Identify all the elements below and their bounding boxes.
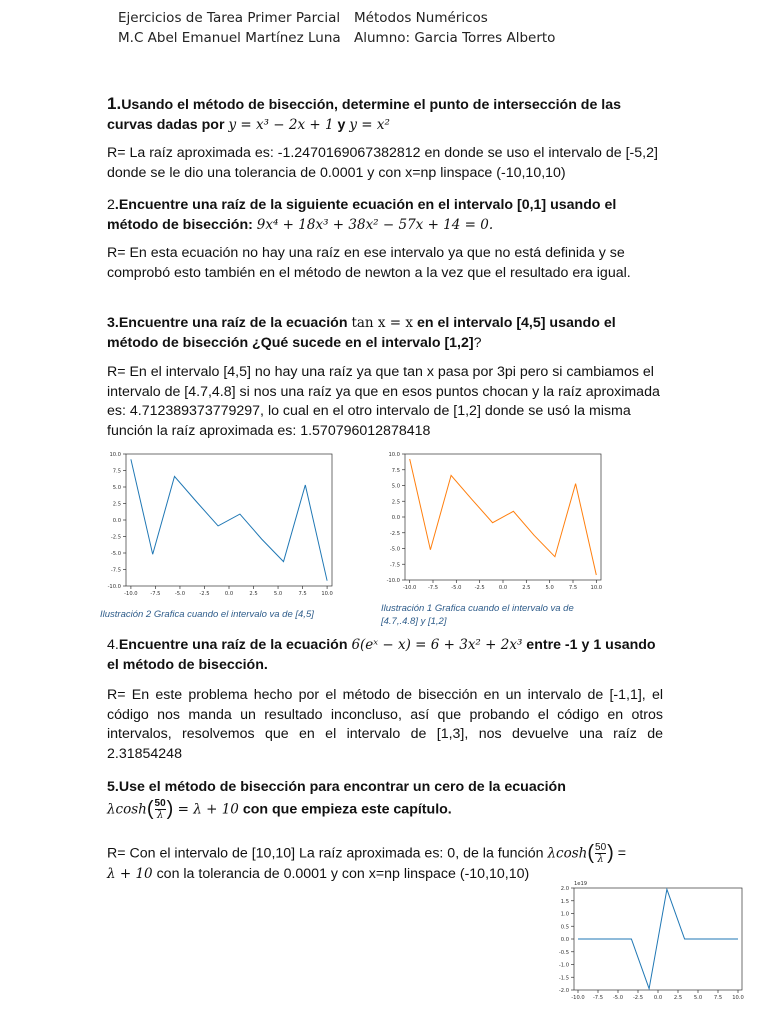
chart-interval-4-7-4-8 bbox=[383, 448, 611, 594]
x-tick-label: 2.5 bbox=[522, 585, 531, 591]
y-tick-label: -5.0 bbox=[110, 551, 121, 557]
question-text: y bbox=[333, 116, 350, 133]
x-tick-label: 10.0 bbox=[321, 591, 333, 597]
y-tick-label: 1.5 bbox=[560, 898, 569, 905]
y-tick-label: -1.0 bbox=[558, 962, 569, 969]
question-number: 1. bbox=[107, 94, 122, 113]
y-tick-label: 2.5 bbox=[112, 501, 121, 508]
answer-2: R= En esta ecuación no hay una raíz en ese intervalo ya que no está definida y se comprobó esto también en el método de newton a la vez que el resultado era igual. bbox=[107, 245, 631, 281]
question-text: ? bbox=[473, 334, 482, 351]
fraction bbox=[155, 798, 166, 821]
answer-3: R= En el intervalo [4,5] no hay una raíz ya que tan x pasa por 3pi pero si cambiamos el intervalo de [4.7,4.8] si nos una raíz ya que en esos puntos chocan y la raíz aproximada es: 4.712389373779297, lo cual en el otro intervalo de [1,2] donde se usó la misma función la raíz aproximada es: 1.570796012878418 bbox=[107, 364, 660, 439]
fraction bbox=[595, 842, 606, 865]
equation: λ + 10 bbox=[107, 866, 153, 882]
x-tick-label: 10.0 bbox=[732, 995, 744, 1001]
series-line bbox=[131, 459, 327, 580]
y-tick-label: 0.0 bbox=[391, 515, 400, 521]
chart-interval-4-5 bbox=[104, 448, 344, 600]
x-tick-label: -5.0 bbox=[174, 591, 186, 597]
question-5: 5.Use el método de bisección para encontrar un cero de la ecuación λcosh( $\frac{50}{\lambda}$ ) = λ + 10 con que empieza este capítulo. bbox=[107, 779, 566, 821]
axis-offset-label: 1e19 bbox=[574, 881, 588, 887]
x-tick-label: 2.5 bbox=[249, 591, 258, 597]
equation: y = x² bbox=[349, 116, 390, 133]
series-line bbox=[410, 459, 597, 575]
chart-lambda-cosh bbox=[548, 878, 748, 1004]
caption-right: Ilustración 1 Grafica cuando el intervalo va de [4.7,.4.8] y [1,2] bbox=[381, 603, 574, 627]
answer-1: R= La raíz aproximada es: -1.2470169067382812 en donde se uso el intervalo de [-5,2] donde se le dio una tolerancia de 0.0001 y con x=np linspace (-10,10,10) bbox=[107, 145, 658, 181]
equation: λcosh bbox=[547, 845, 588, 862]
x-tick-label: -2.5 bbox=[199, 591, 210, 597]
course-title: Ejercicios de Tarea Primer Parcial bbox=[118, 10, 341, 26]
question-text: Encuentre una raíz de la ecuación bbox=[118, 315, 352, 331]
question-3 bbox=[107, 314, 663, 353]
equation: λcosh bbox=[107, 800, 147, 817]
question-2 bbox=[107, 196, 663, 235]
y-tick-label: 1.0 bbox=[560, 911, 569, 918]
question-number: 3. bbox=[107, 315, 119, 331]
x-tick-label: -2.5 bbox=[474, 585, 485, 591]
question-number: 2 bbox=[107, 197, 115, 213]
header-right bbox=[354, 8, 555, 48]
y-tick-label: -2.5 bbox=[389, 530, 400, 537]
x-tick-label: -7.5 bbox=[592, 995, 604, 1001]
teacher-name: M.C Abel Emanuel Martínez Luna bbox=[118, 30, 341, 46]
x-tick-label: 5.0 bbox=[693, 995, 703, 1001]
x-tick-label: 0.0 bbox=[224, 591, 234, 597]
x-tick-label: 10.0 bbox=[590, 585, 603, 591]
y-tick-label: -0.5 bbox=[558, 949, 569, 956]
question-text: Usando el método de bisección, determine el punto de intersección de las curvas dadas por bbox=[107, 97, 622, 133]
x-tick-label: 0.0 bbox=[498, 585, 508, 591]
y-tick-label: -7.5 bbox=[389, 562, 400, 569]
caption-left: Ilustración 2 Grafica cuando el intervalo va de [4,5] bbox=[100, 609, 314, 620]
question-text: .Encuentre una raíz de la siguiente ecuación en el intervalo [0,1] usando el método de bisección: bbox=[107, 197, 617, 233]
y-tick-label: 7.5 bbox=[391, 467, 400, 474]
y-tick-label: 10.0 bbox=[109, 452, 121, 458]
y-tick-label: 5.0 bbox=[112, 485, 121, 491]
x-tick-label: 7.5 bbox=[713, 995, 723, 1001]
y-tick-label: -7.5 bbox=[110, 567, 121, 574]
equation: = λ + 10 bbox=[173, 800, 239, 817]
y-tick-label: 2.0 bbox=[560, 886, 569, 892]
y-tick-label: -10.0 bbox=[107, 584, 121, 590]
question-number: 5. bbox=[107, 779, 119, 795]
subject-title: Métodos Numéricos bbox=[354, 10, 488, 26]
x-tick-label: 2.5 bbox=[673, 995, 683, 1001]
x-tick-label: 5.0 bbox=[273, 591, 283, 597]
y-tick-label: 2.5 bbox=[391, 499, 400, 506]
answer-5: R= Con el intervalo de [10,10] La raíz aproximada es: 0, de la función λcosh( $\frac{50}{\lambda}$ ) = λ + 10 con la tolerancia de 0.0001 y con x=np linspace (-10,10,10) bbox=[107, 841, 627, 882]
x-tick-label: 0.0 bbox=[653, 995, 663, 1001]
y-tick-label: -10.0 bbox=[386, 578, 400, 584]
question-number: 4. bbox=[107, 637, 119, 653]
x-tick-label: -10.0 bbox=[124, 591, 138, 597]
question-text: entre -1 y 1 usando el método de bisección. bbox=[107, 637, 656, 673]
x-tick-label: 7.5 bbox=[568, 585, 578, 591]
student-name: Alumno: Garcia Torres Alberto bbox=[354, 30, 556, 46]
y-tick-label: -1.5 bbox=[558, 975, 569, 982]
answer-text: R= Con el intervalo de [10,10] La raíz aproximada es: 0, de la función bbox=[107, 845, 548, 862]
y-tick-label: 0.5 bbox=[560, 924, 569, 931]
y-tick-label: 7.5 bbox=[112, 468, 121, 475]
y-tick-label: -5.0 bbox=[389, 546, 400, 553]
x-tick-label: 5.0 bbox=[545, 585, 554, 591]
header-left bbox=[118, 8, 341, 48]
y-tick-label: 10.0 bbox=[388, 452, 400, 458]
x-tick-label: -5.0 bbox=[612, 995, 624, 1001]
fraction-denominator: λ bbox=[156, 809, 164, 821]
y-tick-label: 5.0 bbox=[391, 483, 400, 490]
answer-text: con la tolerancia de 0.0001 y con x=np linspace (-10,10,10) bbox=[152, 866, 530, 882]
equation: 9x⁴ + 18x³ + 38x² − 57x + 14 = 0. bbox=[256, 216, 494, 233]
question-1 bbox=[107, 94, 663, 135]
fraction-numerator: 50 bbox=[154, 797, 166, 809]
question-text: Use el método de bisección para encontrar un cero de la ecuación bbox=[118, 779, 566, 795]
x-tick-label: -2.5 bbox=[632, 995, 644, 1001]
series-line bbox=[578, 889, 738, 988]
x-tick-label: -7.5 bbox=[150, 591, 161, 597]
fraction-numerator: 50 bbox=[595, 842, 607, 853]
x-tick-label: -10.0 bbox=[402, 585, 417, 591]
question-4 bbox=[107, 636, 663, 675]
equation: 6(eˣ − x) = 6 + 3x² + 2x³ bbox=[351, 637, 523, 653]
answer-text: = bbox=[613, 845, 627, 862]
y-tick-label: -2.0 bbox=[558, 988, 569, 994]
x-tick-label: 7.5 bbox=[298, 591, 307, 597]
equation: y = x³ − 2x + 1 bbox=[228, 116, 334, 133]
y-tick-label: 0.0 bbox=[112, 518, 121, 524]
question-text: en el intervalo [4,5] usando el método de bisección ¿Qué sucede en el intervalo [1,2] bbox=[107, 315, 616, 351]
question-text: Encuentre una raíz de la ecuación bbox=[118, 637, 352, 653]
x-tick-label: -5.0 bbox=[451, 585, 462, 591]
y-tick-label: 0.0 bbox=[560, 937, 569, 943]
x-tick-label: -10.0 bbox=[571, 995, 585, 1001]
x-tick-label: -7.5 bbox=[427, 585, 439, 591]
question-text: con que empieza este capítulo. bbox=[238, 800, 452, 817]
y-tick-label: -2.5 bbox=[110, 534, 121, 541]
answer-4: R= En este problema hecho por el método de bisección en un intervalo de [-1,1], el código nos manda un resultado inconcluso, así que probando el código en otros intervalos, resolvemos que en el intervalo de [1,3], nos devuelve una raíz de 2.31854248 bbox=[107, 687, 663, 762]
fraction-denominator: λ bbox=[597, 854, 604, 865]
equation: tan x = x bbox=[351, 315, 414, 331]
